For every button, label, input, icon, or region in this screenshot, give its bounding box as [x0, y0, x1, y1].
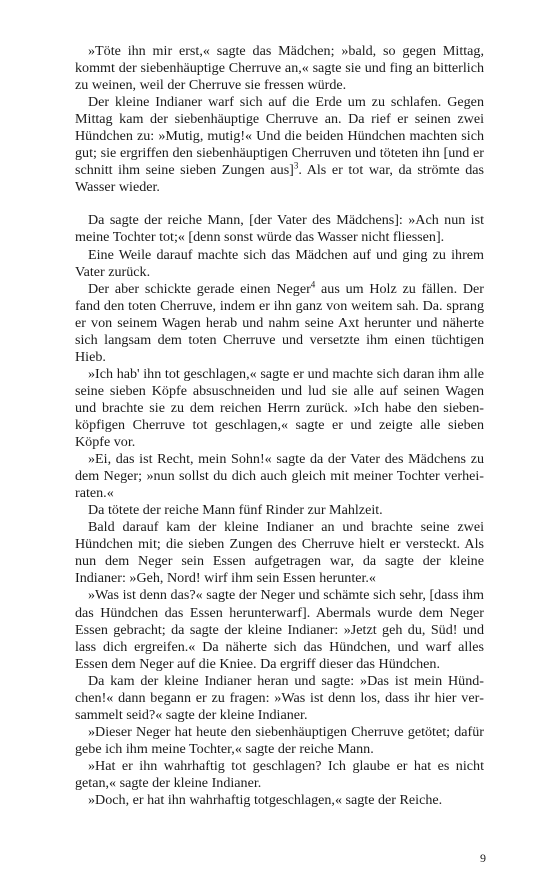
paragraph: Da tötete der reiche Mann fünf Rinder zur Mahlzeit. [88, 502, 383, 519]
paragraph: Da sagte der reiche Mann, [der Vater des Mädchens]: »Ach nun ist meine Tochter tot;« [denn sonst würde das Wasser nicht fliessen]. [75, 212, 484, 246]
paragraph: »Ich hab' ihn tot geschlagen,« sagte er und machte sich daran ihm alle seine sieben Köpfe absuschneiden und lud sie alle auf seinen Wagen und brachte sie zu dem reichen Herrn zurück. »Ich habe den siebenköpfigen Cherruve tot geschlagen,« sagte er und zeigte alle sieben Köpfe vor. [75, 365, 484, 451]
page-number: 9 [480, 851, 486, 865]
paragraph: »Was ist denn das?« sagte der Neger und schämte sich sehr, [dass ihm das Hündchen das Essen herunterwarf]. Abermals wurde dem Neger Essen gebracht; da sagte der kleine Indianer: »Jetzt geh du, Süd! und lass dich ergreifen.« Da näherte sich das Hündchen, und warf alles Essen dem Neger auf die Kniee. Da ergriff dieser das Hündchen. [75, 587, 484, 672]
paragraph: Der kleine Indianer warf sich auf die Erde um zu schlafen. Gegen Mittag kam der siebenhäuptige Cherruve an. Da rief er seinen zwei Hündchen zu: »Mutig, mutig!« Und die beiden Hündchen machten sich gut; sie ergriffen den siebenhäuptigen Cherruven und töteten ihn [und er schnitt ihm seine sieben Zungen aus]$^3$. Als er tot war, da strömte das Wasser wieder. [75, 94, 484, 196]
paragraph: Da kam der kleine Indianer heran und sagte: »Das ist mein Hündchen!« dann begann er zu fragen: »Was ist denn los, dass ihr hier versammelt seid?« sagte der kleine Indianer. [75, 672, 484, 723]
footnote-marker: 4 [310, 278, 316, 289]
paragraph: »Töte ihn mir erst,« sagte das Mädchen; »bald, so gegen Mittag, kommt der siebenhäuptige Cherruve an,« sagte sie und fing an bitterlich zu weinen, weil der Cherruve sie fressen würde. [75, 43, 484, 94]
paragraph: Der aber schickte gerade einen Neger$^4$ aus um Holz zu fällen. Der fand den toten Cherruve, indem er ihn ganz von weitem sah. Da. sprang er von seinem Wagen herab und nahm seine Axt herunter und näherte sich langsam dem toten Cherruve und versetzte ihm einen tüchtigen Hieb. [75, 278, 484, 365]
paragraph: Bald darauf kam der kleine Indianer an und brachte seine zwei Hündchen mit; die sieben Zungen des Cherruve hielt er versteckt. Als nun dem Neger sein Essen aufgetragen war, da sagte der kleine Indianer: »Geh, Nord! wirf ihm sein Essen herunter.« [75, 519, 484, 587]
paragraph: »Dieser Neger hat heute den siebenhäuptigen Cherruve getötet; dafür gebe ich ihm meine Tochter,« sagte der reiche Mann. [75, 723, 484, 757]
footnote-marker: 3 [293, 160, 299, 171]
paragraph: Eine Weile darauf machte sich das Mädchen auf und ging zu ihrem Vater zurück. [75, 246, 484, 280]
paragraph: »Ei, das ist Recht, mein Sohn!« sagte da der Vater des Mädchens zu dem Neger; »nun sollst du dich auch gleich mit meiner Tochter verheiraten.« [75, 451, 484, 502]
paragraph: »Hat er ihn wahrhaftig tot geschlagen? Ich glaube er hat es nicht getan,« sagte der kleine Indianer. [75, 757, 484, 791]
paragraph: »Doch, er hat ihn wahrhaftig totgeschlagen,« sagte der Reiche. [88, 792, 443, 809]
body-text [75, 43, 484, 809]
